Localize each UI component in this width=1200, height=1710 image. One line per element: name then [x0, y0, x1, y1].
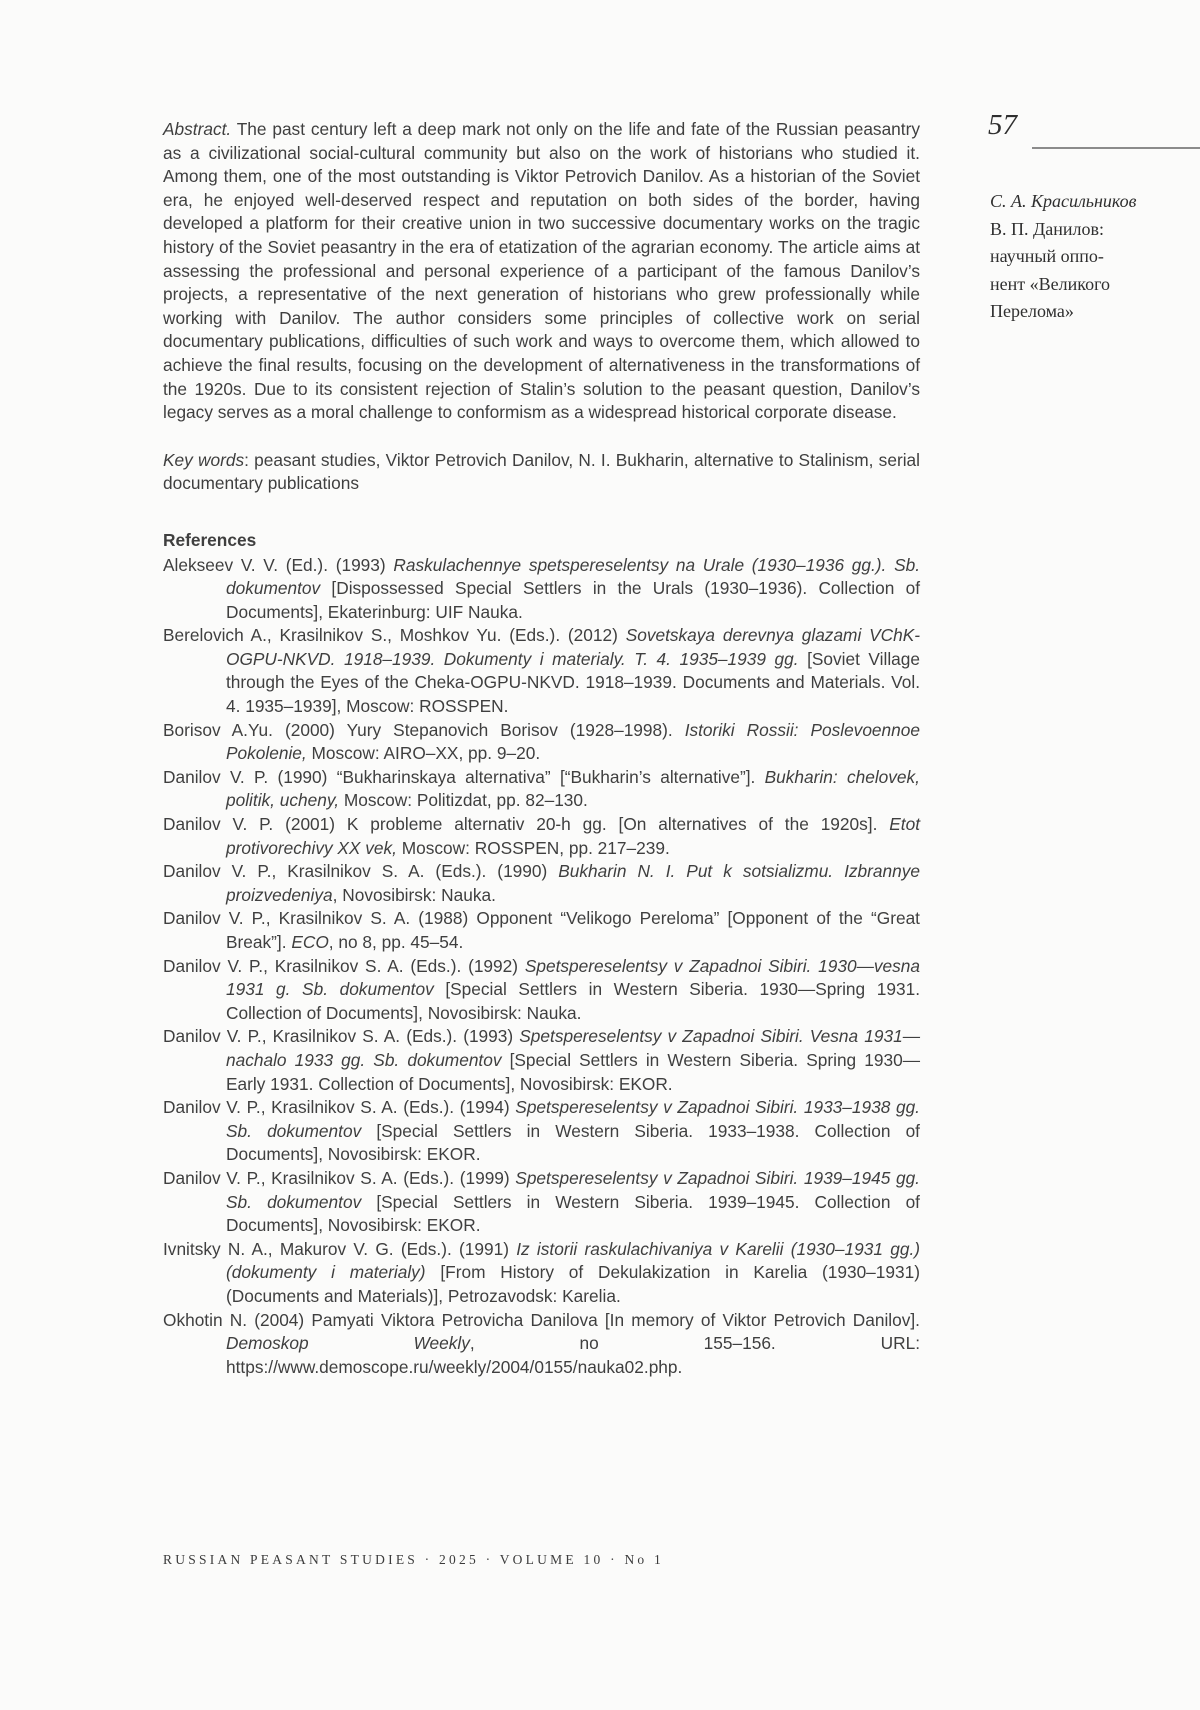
main-text-column	[163, 118, 920, 1379]
reference-item: Danilov V. P., Krasilnikov S. A. (Eds.). (1990) Bukharin N. I. Put k sotsializmu. Izbrannye proizvedeniya, Novosibirsk: Nauka.	[163, 861, 920, 905]
abstract-text: The past century left a deep mark not only on the life and fate of the Russian peasantry as a civilizational social-cultural community but also on the work of historians who studied it. Among them, one of the most outstanding is Viktor Petrovich Danilov. As a historian of the Soviet era, he enjoyed well-deserved respect and reputation on both sides of the border, having developed a platform for their creative union in two successive documentary works on the tragic history of the Soviet peasantry in the era of etatization of the agrarian economy. The article aims at assessing the professional and personal experience of a participant of the famous Danilov’s projects, a representative of the next generation of historians who grew professionally while working with Danilov. The author considers some principles of collective work on serial documentary publications, difficulties of such work and ways to overcome them, which allowed to achieve the final results, focusing on the development of alternativeness in the transformations of the 1920s. Due to its consistent rejection of Stalin’s solution to the peasant question, Danilov’s legacy serves as a moral challenge to conformism as a widespread historical corporate disease.	[163, 119, 920, 423]
margin-author: С. А. Красильников	[990, 191, 1137, 211]
margin-title-line: нент «Великого	[990, 273, 1110, 294]
reference-item: Okhotin N. (2004) Pamyati Viktora Petrovicha Danilova [In memory of Viktor Petrovich Danilov]. Demoskop Weekly, no 155–156. URL: https://www.demoscope.ru/weekly/2004/0155/nauka02.php.	[163, 1309, 920, 1377]
reference-item: Borisov A.Yu. (2000) Yury Stepanovich Borisov (1928–1998). Istoriki Rossii: Poslevoennoe Pokolenie, Moscow: AIRO–XX, pp. 9–20.	[163, 719, 920, 764]
header-rule	[1032, 147, 1200, 149]
keywords-label: Key words	[163, 449, 245, 470]
references-heading: References	[163, 529, 257, 550]
keywords-text: : peasant studies, Viktor Petrovich Danilov, N. I. Bukharin, alternative to Stalinism, serial documentary publications	[163, 449, 920, 494]
reference-item: Danilov V. P., Krasilnikov S. A. (Eds.). (1993) Spetspereselentsy v Zapadnoi Sibiri. Vesna 1931—nachalo 1933 gg. Sb. dokumentov [Special Settlers in Western Siberia. Spring 1930—Early 1931. Collection of Documents], Novosibirsk: EKOR.	[163, 1026, 920, 1094]
references-list	[163, 554, 920, 1380]
reference-item: Danilov V. P., Krasilnikov S. A. (Eds.). (1999) Spetspereselentsy v Zapadnoi Sibiri. 1939–1945 gg. Sb. dokumentov [Special Settlers in Western Siberia. 1939–1945. Collection of Documents], Novosibirsk: EKOR.	[163, 1167, 920, 1236]
reference-item: Danilov V. P. (2001) K probleme alternativ 20-h gg. [On alternatives of the 1920s]. Etot protivorechivy XX vek, Moscow: ROSSPEN, pp. 217–239.	[163, 814, 920, 858]
reference-item: Danilov V. P. (1990) “Bukharinskaya alternativa” [“Bukharin’s alternative”]. Bukharin: chelovek, politik, ucheny, Moscow: Politizdat, pp. 82–130.	[163, 766, 920, 811]
reference-item: Ivnitsky N. A., Makurov V. G. (Eds.). (1991) Iz istorii raskulachivaniya v Karelii (1930–1931 gg.) (dokumenty i materialy) [From History of Dekulakization in Karelia (1930–1931) (Documents and Materials)], Petrozavodsk: Karelia.	[163, 1238, 920, 1306]
reference-item: Danilov V. P., Krasilnikov S. A. (Eds.). (1994) Spetspereselentsy v Zapadnoi Sibiri. 1933–1938 gg. Sb. dokumentov [Special Settlers in Western Siberia. 1933–1938. Collection of Documents], Novosibirsk: EKOR.	[163, 1097, 920, 1165]
reference-item: Danilov V. P., Krasilnikov S. A. (Eds.). (1992) Spetspereselentsy v Zapadnoi Sibiri. 1930—vesna 1931 g. Sb. dokumentov [Special Settlers in Western Siberia. 1930—Spring 1931. Collection of Documents], Novosibirsk: Nauka.	[163, 955, 920, 1023]
keywords-paragraph	[163, 449, 920, 496]
journal-footer: RUSSIAN PEASANT STUDIES · 2025 · VOLUME 10 · No 1	[163, 1552, 665, 1567]
reference-item: Danilov V. P., Krasilnikov S. A. (1988) Opponent “Velikogo Pereloma” [Opponent of the “Great Break”]. ECO, no 8, pp. 45–54.	[163, 908, 920, 952]
margin-article-title	[990, 216, 1180, 326]
reference-item: Alekseev V. V. (Ed.). (1993) Raskulachennye spetspereselentsy na Urale (1930–1936 gg.). Sb. dokumentov [Dispossessed Special Settlers in the Urals (1930–1936). Collection of Documents], Ekaterinburg: UIF Nauka.	[163, 554, 921, 622]
margin-title-line: научный оппо-	[990, 246, 1104, 266]
reference-item: Berelovich A., Krasilnikov S., Moshkov Yu. (Eds.). (2012) Sovetskaya derevnya glazami VChK-OGPU-NKVD. 1918–1939. Dokumenty i materialy. T. 4. 1935–1939 gg. [Soviet Village through the Eyes of the Cheka-OGPU-NKVD. 1918–1939. Documents and Materials. Vol. 4. 1935–1939], Moscow: ROSSPEN.	[163, 625, 921, 717]
margin-title-line: Перелома»	[990, 301, 1074, 321]
margin-column	[990, 188, 1180, 326]
abstract-label: Abstract.	[163, 119, 232, 139]
page-number: 57	[988, 109, 1017, 141]
abstract-paragraph	[163, 118, 920, 425]
margin-title-line: В. П. Данилов:	[990, 218, 1105, 239]
